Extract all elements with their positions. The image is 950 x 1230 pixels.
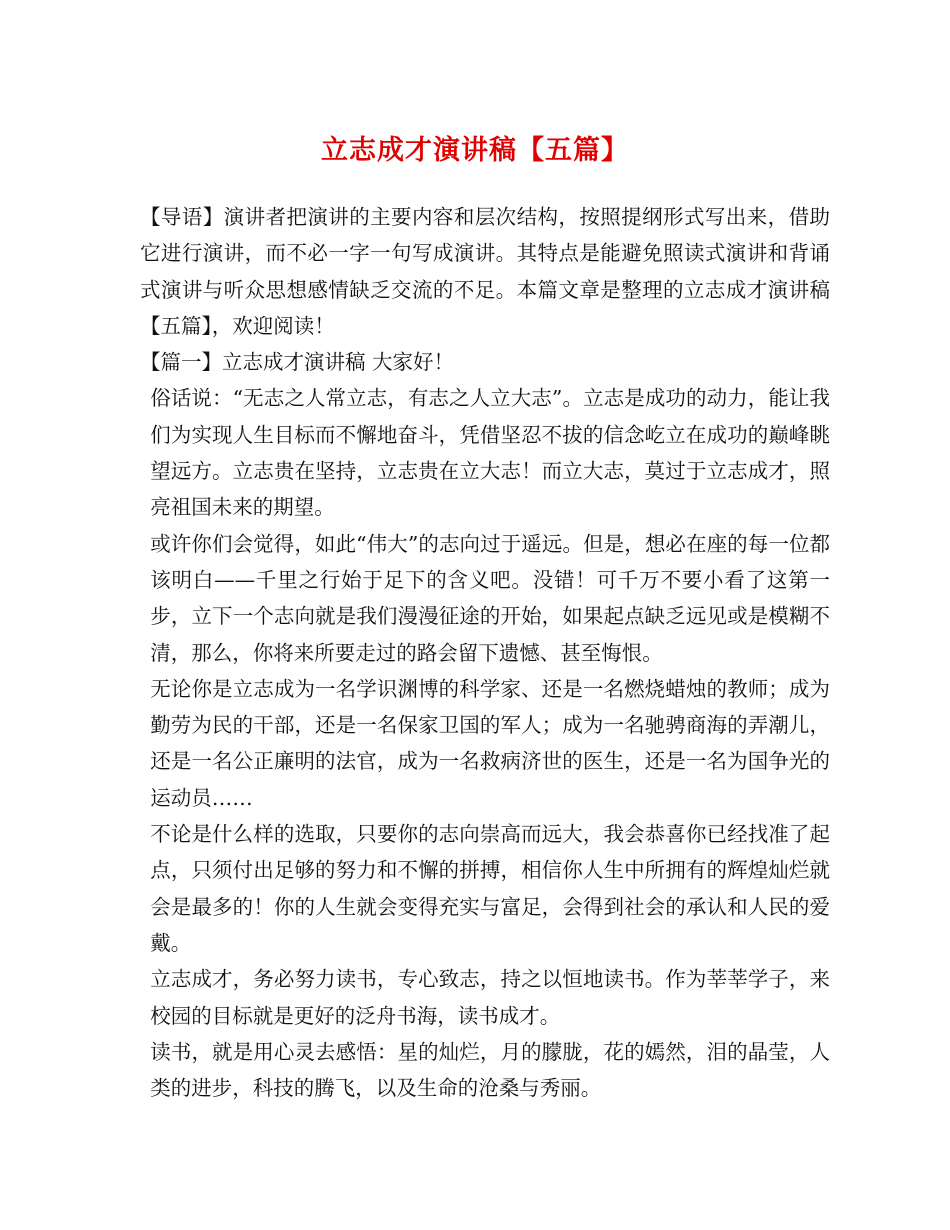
intro-paragraph: 【导语】演讲者把演讲的主要内容和层次结构，按照提纲形式写出来，借助它进行演讲，而不必一字一句写成演讲。其特点是能避免照读式演讲和背诵式演讲与听众思想感情缺乏交流的不足。本篇文章是整理的立志成才演讲稿【五篇】，欢迎阅读！	[140, 205, 830, 338]
section-heading: 【篇一】立志成才演讲稿 大家好！	[140, 350, 455, 375]
body-paragraph: 无论你是立志成为一名学识渊博的科学家、还是一名燃烧蜡烛的教师；成为勤劳为民的干部，还是一名保家卫国的军人；成为一名驰骋商海的弄潮儿，还是一名公正廉明的法官，成为一名救病济世的医生，还是一名为国争光的运动员……	[150, 676, 830, 810]
body-paragraph: 读书，就是用心灵去感悟：星的灿烂，月的朦胧，花的嫣然，泪的晶莹，人类的进步，科技的腾飞，以及生命的沧桑与秀丽。	[150, 1039, 830, 1101]
body-paragraph: 立志成才，务必努力读书，专心致志，持之以恒地读书。作为莘莘学子，来校园的目标就是更好的泛舟书海，读书成才。	[150, 967, 830, 1028]
body-paragraph: 俗话说：“无志之人常立志，有志之人立大志”。立志是成功的动力，能让我们为实现人生目标而不懈地奋斗，凭借坚忍不拔的信念屹立在成功的巅峰眺望远方。立志贵在坚持，立志贵在立大志！而立大志，莫过于立志成才，照亮祖国未来的期望。	[150, 386, 830, 520]
document-body	[140, 199, 830, 1106]
body-paragraph: 不论是什么样的选取，只要你的志向崇高而远大，我会恭喜你已经找准了起点，只须付出足够的努力和不懈的拼搏，相信你人生中所拥有的辉煌灿烂就会是最多的！你的人生就会变得充实与富足，会得到社会的承认和人民的爱戴。	[150, 822, 830, 955]
body-paragraph: 或许你们会觉得，如此“伟大”的志向过于遥远。但是，想必在座的每一位都该明白——千里之行始于足下的含义吧。没错！可千万不要小看了这第一步，立下一个志向就是我们漫漫征途的开始，如果起点缺乏远见或是模糊不清，那么，你将来所要走过的路会留下遗憾、甚至悔恨。	[150, 531, 830, 665]
document-title: 立志成才演讲稿【五篇】	[321, 135, 629, 166]
